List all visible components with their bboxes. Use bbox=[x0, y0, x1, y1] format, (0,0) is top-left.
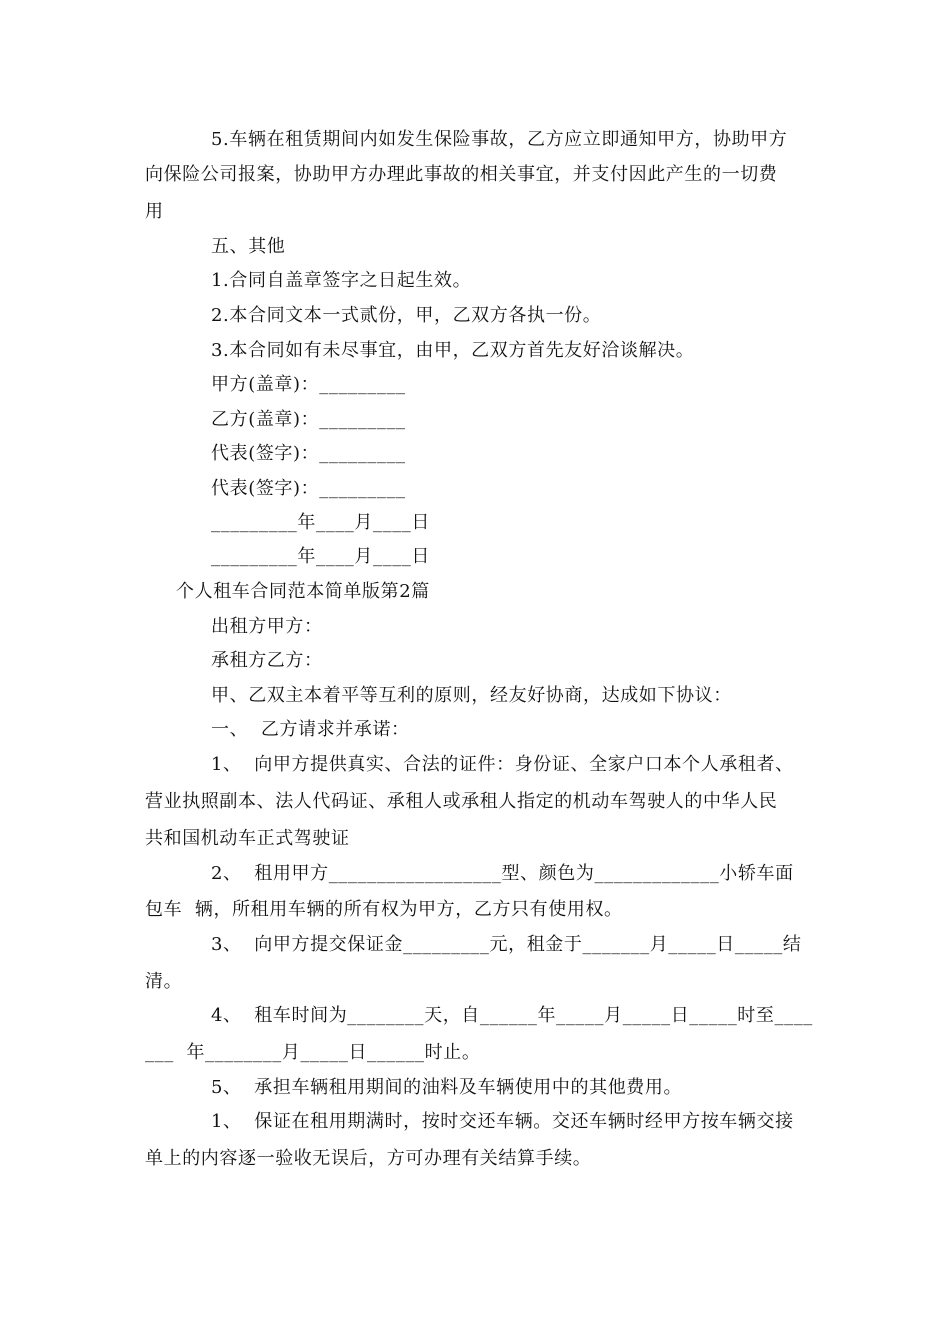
lessee-line: 承租方乙方： bbox=[211, 650, 323, 671]
paragraph-5-line-3: 用 bbox=[145, 201, 164, 222]
item-5: 5、 承担车辆租用期间的油料及车辆使用中的其他费用。 bbox=[211, 1077, 683, 1098]
item-6-line-1: 1、 保证在租用期满时，按时交还车辆。交还车辆时经甲方按车辆交接 bbox=[211, 1111, 794, 1132]
sign-representative-1: 代表(签字)：_________ bbox=[211, 443, 406, 464]
other-item-3: 3.本合同如有未尽事宜，由甲，乙双方首先友好洽谈解决。 bbox=[211, 340, 695, 361]
item-1-line-2: 营业执照副本、法人代码证、承租人或承租人指定的机动车驾驶人的中华人民 bbox=[145, 791, 778, 812]
paragraph-5-line-2: 向保险公司报案，协助甲方办理此事故的相关事宜，并支付因此产生的一切费 bbox=[145, 164, 778, 185]
date-line-1: _________年____月____日 bbox=[211, 512, 430, 533]
item-2-line-1: 2、 租用甲方__________________型、颜色为_____________小轿车面 bbox=[211, 863, 794, 884]
item-2-line-2: 包车 辆，所租用车辆的所有权为甲方，乙方只有使用权。 bbox=[145, 899, 623, 920]
item-1-line-3: 共和国机动车正式驾驶证 bbox=[145, 828, 350, 849]
item-4-line-2: ___ 年________月_____日______时止。 bbox=[145, 1042, 481, 1063]
other-item-1: 1.合同自盖章签字之日起生效。 bbox=[211, 270, 472, 291]
sign-representative-2: 代表(签字)：_________ bbox=[211, 478, 406, 499]
paragraph-5-line-1: 5.车辆在租赁期间内如发生保险事故，乙方应立即通知甲方，协助甲方 bbox=[211, 129, 788, 150]
item-1-line-1: 1、 向甲方提供真实、合法的证件：身份证、全家户口本个人承租者、 bbox=[211, 754, 794, 775]
item-3-line-2: 清。 bbox=[145, 971, 183, 992]
clause-1-heading: 一、 乙方请求并承诺： bbox=[211, 719, 410, 740]
sign-party-a: 甲方(盖章)：_________ bbox=[211, 374, 406, 395]
article-title: 个人租车合同范本简单版第2篇 bbox=[176, 581, 430, 602]
sign-party-b: 乙方(盖章)：_________ bbox=[211, 409, 406, 430]
preamble: 甲、乙双主本着平等互利的原则，经友好协商，达成如下协议： bbox=[211, 685, 732, 706]
item-6-line-2: 单上的内容逐一验收无误后，方可办理有关结算手续。 bbox=[145, 1148, 592, 1169]
lessor-line: 出租方甲方： bbox=[211, 616, 323, 637]
other-item-2: 2.本合同文本一式贰份，甲，乙双方各执一份。 bbox=[211, 305, 602, 326]
item-3-line-1: 3、 向甲方提交保证金_________元，租金于_______月_____日_____结 bbox=[211, 934, 802, 955]
section-5-heading: 五、其他 bbox=[211, 236, 286, 257]
item-4-line-1: 4、 租车时间为________天，自______年_____月_____日_____时至____ bbox=[211, 1005, 813, 1026]
date-line-2: _________年____月____日 bbox=[211, 546, 430, 567]
